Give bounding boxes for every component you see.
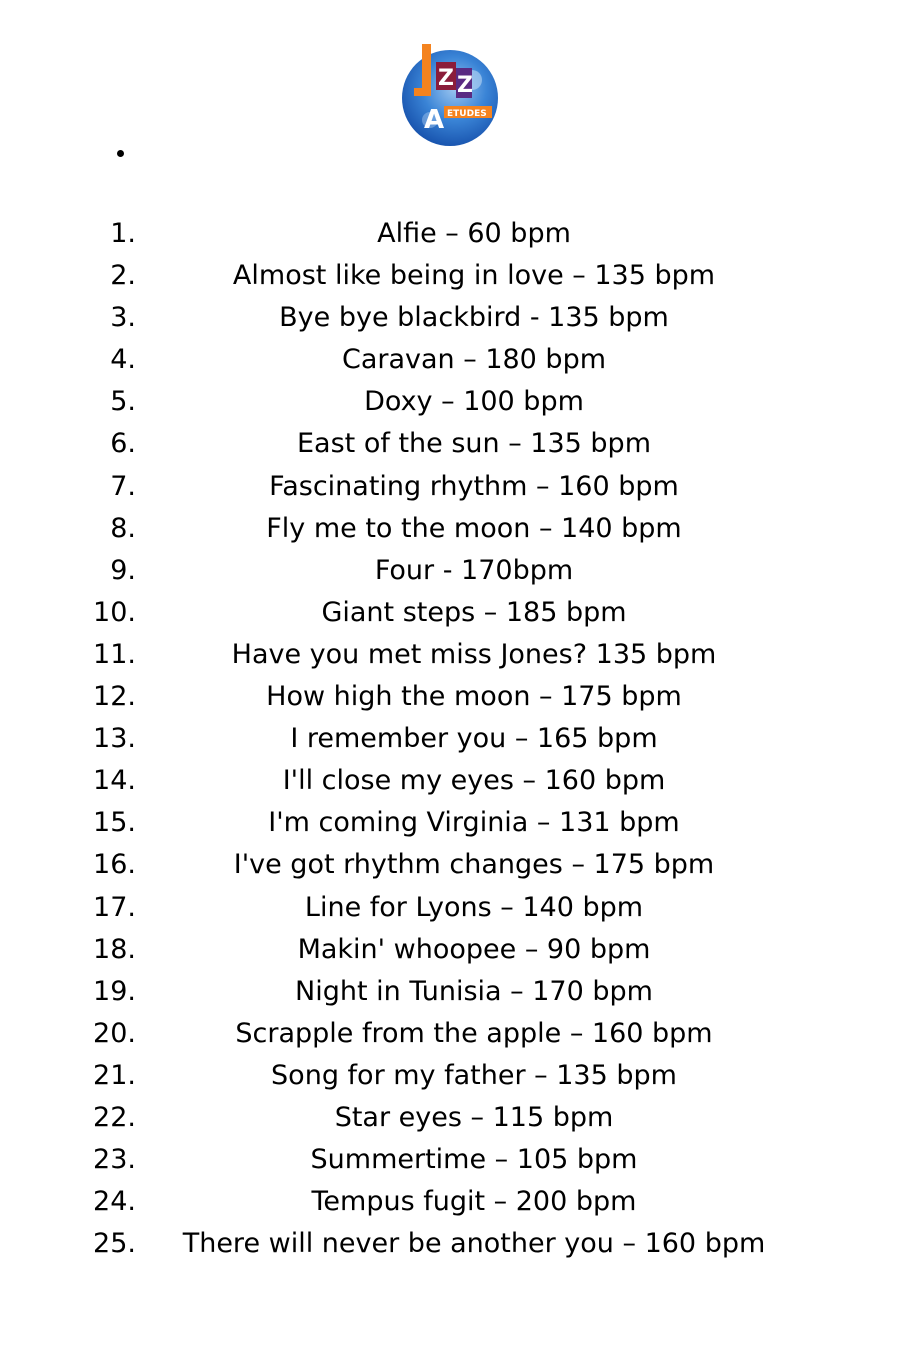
- song-number: 8.: [110, 512, 136, 544]
- song-number: 9.: [110, 554, 136, 586]
- song-list-item: [0, 802, 900, 844]
- song-title-tempo: Summertime – 105 bpm: [310, 1144, 638, 1176]
- song-list-item: [0, 634, 900, 676]
- song-title-tempo: I remember you – 165 bpm: [290, 723, 658, 755]
- song-title-tempo: Fascinating rhythm – 160 bpm: [269, 470, 679, 502]
- song-tempo-list: [0, 213, 900, 1265]
- song-list-item: [0, 213, 900, 255]
- song-title-tempo: There will never be another you – 160 bpm: [182, 1228, 766, 1260]
- song-title-tempo: Doxy – 100 bpm: [364, 386, 584, 418]
- song-list-item: [0, 1097, 900, 1139]
- song-number: 2.: [110, 260, 136, 292]
- logo-letter-a: A: [424, 105, 445, 135]
- song-title-tempo: I'm coming Virginia – 131 bpm: [268, 807, 680, 839]
- song-number: 10.: [93, 596, 136, 628]
- song-list-item: [0, 508, 900, 550]
- song-title-tempo: Song for my father – 135 bpm: [271, 1059, 677, 1091]
- song-list-item: [0, 887, 900, 929]
- song-title-tempo: East of the sun – 135 bpm: [297, 428, 651, 460]
- song-title-tempo: Four - 170bpm: [374, 554, 574, 586]
- song-number: 19.: [93, 975, 136, 1007]
- logo-subtitle: ETUDES: [447, 109, 487, 119]
- song-list-item: [0, 592, 900, 634]
- empty-bullet-point: [117, 150, 124, 157]
- song-number: 20.: [93, 1017, 136, 1049]
- logo-letter-z1: Z: [438, 66, 454, 91]
- song-title-tempo: I've got rhythm changes – 175 bpm: [233, 849, 715, 881]
- song-title-tempo: Scrapple from the apple – 160 bpm: [235, 1017, 713, 1049]
- song-title-tempo: Have you met miss Jones? 135 bpm: [231, 638, 717, 670]
- song-list-item: [0, 466, 900, 508]
- song-number: 25.: [93, 1228, 136, 1260]
- song-list-item: [0, 760, 900, 802]
- song-title-tempo: Star eyes – 115 bpm: [334, 1101, 614, 1133]
- song-title-tempo: Alfie – 60 bpm: [377, 218, 571, 249]
- song-title-tempo: I'll close my eyes – 160 bpm: [282, 765, 666, 797]
- song-number: 4.: [110, 344, 136, 376]
- song-list-item: [0, 423, 900, 465]
- song-list-item: [0, 676, 900, 718]
- song-list-item: [0, 718, 900, 760]
- song-list-item: [0, 297, 900, 339]
- jazz-etudes-logo: [400, 40, 500, 150]
- song-title-tempo: Makin' whoopee – 90 bpm: [297, 933, 651, 965]
- song-number: 21.: [93, 1059, 136, 1091]
- song-list-item: [0, 1139, 900, 1181]
- song-title-tempo: Almost like being in love – 135 bpm: [232, 260, 716, 292]
- song-number: 12.: [93, 681, 136, 713]
- song-title-tempo: Night in Tunisia – 170 bpm: [295, 975, 653, 1007]
- song-list-item: [0, 550, 900, 592]
- song-title-tempo: Bye bye blackbird - 135 bpm: [279, 302, 669, 334]
- song-title-tempo: Caravan – 180 bpm: [341, 344, 607, 376]
- song-number: 3.: [110, 302, 136, 334]
- song-list-item: [0, 1223, 900, 1265]
- song-list-item: [0, 339, 900, 381]
- song-list-item: [0, 1013, 900, 1055]
- song-list-item: [0, 929, 900, 971]
- song-number: 15.: [93, 807, 136, 839]
- song-number: 13.: [93, 723, 136, 755]
- song-number: 22.: [93, 1101, 136, 1133]
- logo-letter-j: J: [424, 50, 431, 71]
- song-title-tempo: How high the moon – 175 bpm: [266, 681, 682, 713]
- song-number: 16.: [93, 849, 136, 881]
- song-list-item: [0, 844, 900, 886]
- song-number: 24.: [93, 1186, 136, 1218]
- logo-letter-z2: Z: [457, 73, 473, 98]
- song-title-tempo: Tempus fugit – 200 bpm: [311, 1186, 637, 1218]
- song-title-tempo: Line for Lyons – 140 bpm: [304, 891, 644, 923]
- song-list-item: [0, 1055, 900, 1097]
- song-number: 1.: [110, 218, 136, 249]
- song-number: 6.: [110, 428, 136, 460]
- song-number: 11.: [93, 638, 136, 670]
- song-number: 7.: [110, 470, 136, 502]
- song-number: 18.: [93, 933, 136, 965]
- song-number: 5.: [110, 386, 136, 418]
- song-list-item: [0, 971, 900, 1013]
- song-list-item: [0, 1181, 900, 1223]
- song-number: 23.: [93, 1144, 136, 1176]
- song-list-item: [0, 255, 900, 297]
- song-title-tempo: Fly me to the moon – 140 bpm: [266, 512, 682, 544]
- song-title-tempo: Giant steps – 185 bpm: [321, 596, 627, 628]
- song-number: 17.: [93, 891, 136, 923]
- song-list-item: [0, 381, 900, 423]
- song-number: 14.: [93, 765, 136, 797]
